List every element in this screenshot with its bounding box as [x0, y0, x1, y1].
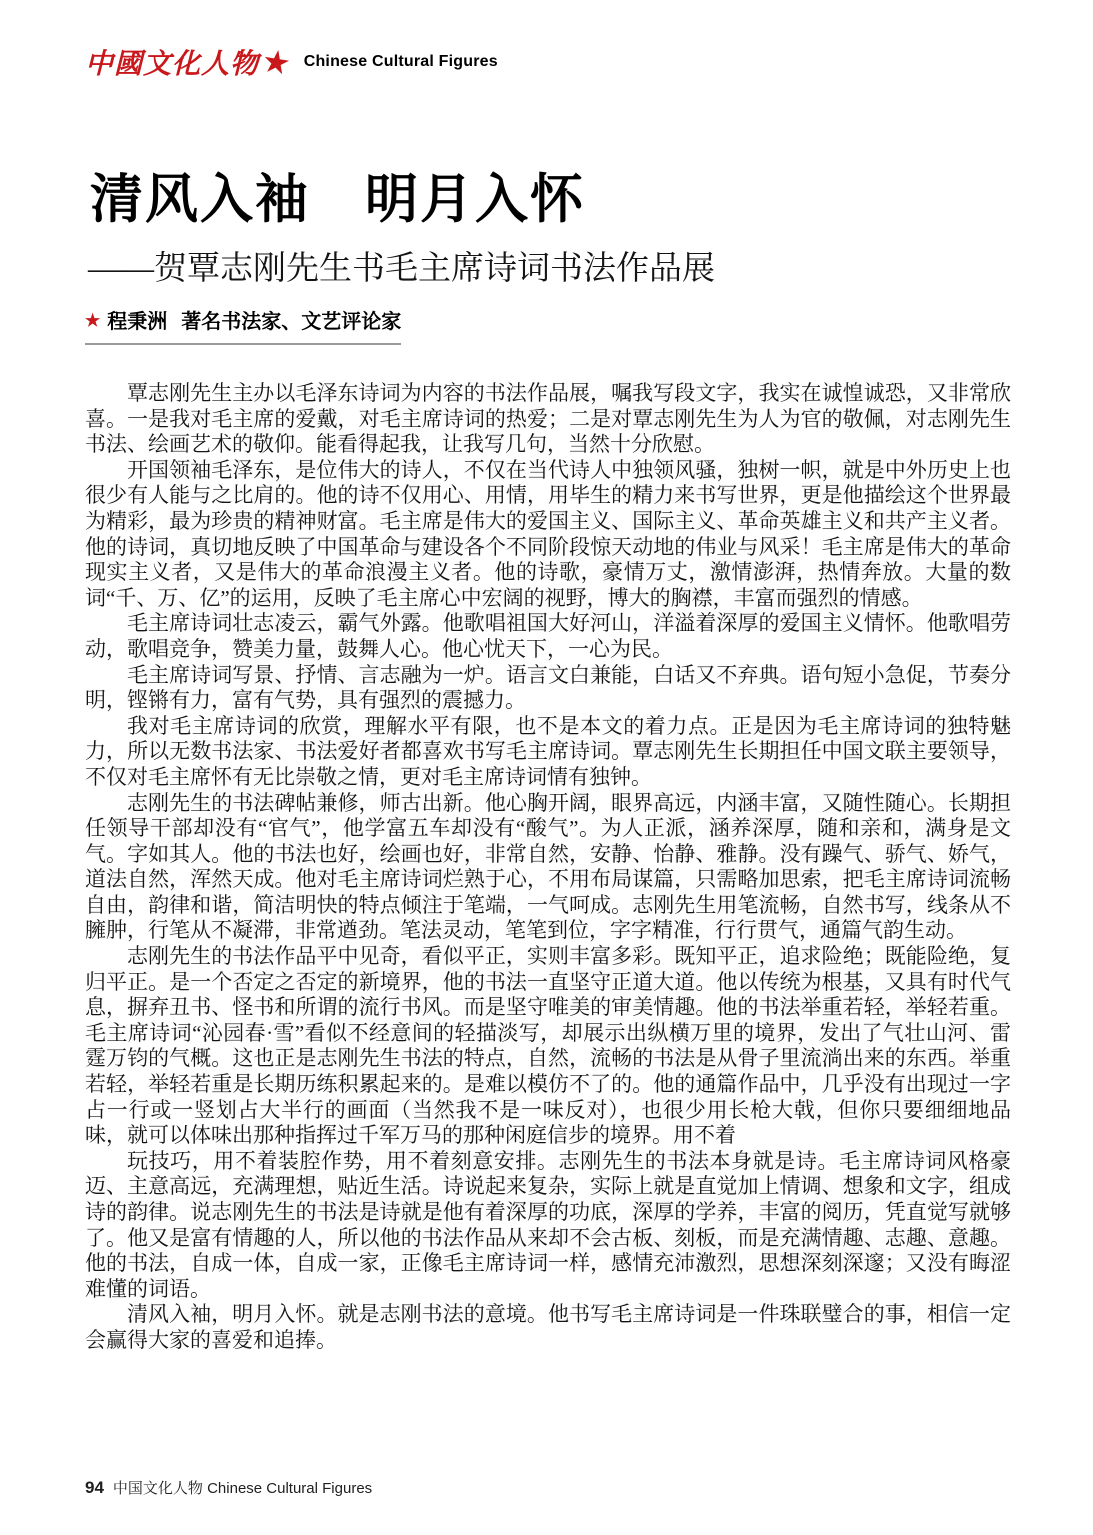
paragraph: 我对毛主席诗词的欣赏，理解水平有限，也不是本文的着力点。正是因为毛主席诗词的独特魅力，所以无数书法家、书法爱好者都喜欢书写毛主席诗词。覃志刚先生长期担任中国文联主要领导，不仅对毛主席怀有无比崇敬之情，更对毛主席诗词情有独钟。 [85, 713, 1011, 789]
journal-name: 中国文化人物 Chinese Cultural Figures [112, 1480, 373, 1497]
paragraph: 玩技巧，用不着装腔作势，用不着刻意安排。志刚先生的书法本身就是诗。毛主席诗词风格豪迈、主意高远，充满理想，贴近生活。诗说起来复杂，实际上就是直觉加上情调、想象和文字，组成诗的韵律。说志刚先生的书法是诗就是他有着深厚的功底，深厚的学养，丰富的阅历，凭直觉写就够了。他又是富有情趣的人，所以他的书法作品从来却不会古板、刻板，而是充满情趣、志趣、意趣。他的书法，自成一体，自成一家，正像毛主席诗词一样，感情充沛激烈，思想深刻深邃；又没有晦涩难懂的词语。 [85, 1148, 1011, 1301]
paragraph: 清风入袖，明月入怀。就是志刚书法的意境。他书写毛主席诗词是一件珠联璧合的事，相信一定会赢得大家的喜爱和追捧。 [85, 1302, 1011, 1352]
masthead [85, 42, 498, 82]
article-title: 清风入袖 明月入怀 [90, 171, 585, 229]
paragraph: 志刚先生的书法作品平中见奇，看似平正，实则丰富多彩。既知平正，追求险绝；既能险绝，复归平正。是一个否定之否定的新境界，他的书法一直坚守正道大道。他以传统为根基，又具有时代气息，摒弃丑书、怪书和所谓的流行书风。而是坚守唯美的审美情趣。他的书法举重若轻，举轻若重。毛主席诗词“沁园春·雪”看似不经意间的轻描淡写，却展示出纵横万里的境界，发出了气壮山河、雷霆万钧的气概。这也正是志刚先生书法的特点，自然，流畅的书法是从骨子里流淌出来的东西。举重若轻，举轻若重是长期历练积累起来的。是难以模仿不了的。他的通篇作品中，几乎没有出现过一字占一行或一竖划占大半行的画面（当然我不是一味反对），也很少用长枪大戟，但你只要细细地品味，就可以体味出那种指挥过千军万马的那种闲庭信步的境界。用不着 [85, 944, 1011, 1148]
article-body [85, 381, 1011, 1354]
journal-logo-chinese: 中國文化人物 [85, 47, 260, 80]
page-footer [85, 1477, 372, 1498]
author-name: 程秉洲 [107, 311, 168, 333]
paragraph: 开国领袖毛泽东，是位伟大的诗人，不仅在当代诗人中独领风骚，独树一帜，就是中外历史上也很少有人能与之比肩的。他的诗不仅用心、用情，用毕生的精力来书写世界，更是他描绘这个世界最为精彩，最为珍贵的精神财富。毛主席是伟大的爱国主义、国际主义、革命英雄主义和共产主义者。他的诗词，真切地反映了中国革命与建设各个不同阶段惊天动地的伟业与风采！毛主席是伟大的革命现实主义者，又是伟大的革命浪漫主义者。他的诗歌，豪情万丈，激情澎湃，热情奔放。大量的数词“千、万、亿”的运用，反映了毛主席心中宏阔的视野，博大的胸襟，丰富而强烈的情感。 [85, 457, 1011, 610]
star-icon: ★ [259, 41, 294, 83]
paragraph: 毛主席诗词写景、抒情、言志融为一炉。语言文白兼能，白话又不弃典。语句短小急促，节奏分明，铿锵有力，富有气势，具有强烈的震撼力。 [85, 662, 1011, 713]
star-icon: ★ [85, 311, 101, 330]
author-byline [85, 305, 401, 345]
page-number: 94 [85, 1478, 104, 1497]
paragraph: 毛主席诗词壮志凌云，霸气外露。他歌唱祖国大好河山，洋溢着深厚的爱国主义情怀。他歌唱劳动，歌唱竞争，赞美力量，鼓舞人心。他心忧天下，一心为民。 [85, 611, 1011, 661]
paragraph: 覃志刚先生主办以毛泽东诗词为内容的书法作品展，嘱我写段文字，我实在诚惶诚恐，又非常欣喜。一是我对毛主席的爱戴，对毛主席诗词的热爱；二是对覃志刚先生为人为官的敬佩，对志刚先生书法、绘画艺术的敬仰。能看得起我，让我写几句，当然十分欣慰。 [85, 381, 1011, 457]
author-title: 著名书法家、文艺评论家 [181, 311, 402, 333]
article-subtitle: ——贺覃志刚先生书毛主席诗词书法作品展 [88, 251, 715, 287]
journal-logo-english: Chinese Cultural Figures [303, 53, 498, 70]
paragraph: 志刚先生的书法碑帖兼修，师古出新。他心胸开阔，眼界高远，内涵丰富，又随性随心。长期担任领导干部却没有“官气”，他学富五车却没有“酸气”。为人正派，涵养深厚，随和亲和，满身是文气。字如其人。他的书法也好，绘画也好，非常自然，安静、怡静、雅静。没有躁气、骄气、娇气，道法自然，浑然天成。他对毛主席诗词烂熟于心，不用布局谋篇，只需略加思索，把毛主席诗词流畅自由，韵律和谐，简洁明快的特点倾注于笔端，一气呵成。志刚先生用笔流畅，自然书写，线条从不臃肿，行笔从不凝滞，非常遒劲。笔法灵动，笔笔到位，字字精准，行行贯气，通篇气韵生动。 [85, 790, 1011, 943]
